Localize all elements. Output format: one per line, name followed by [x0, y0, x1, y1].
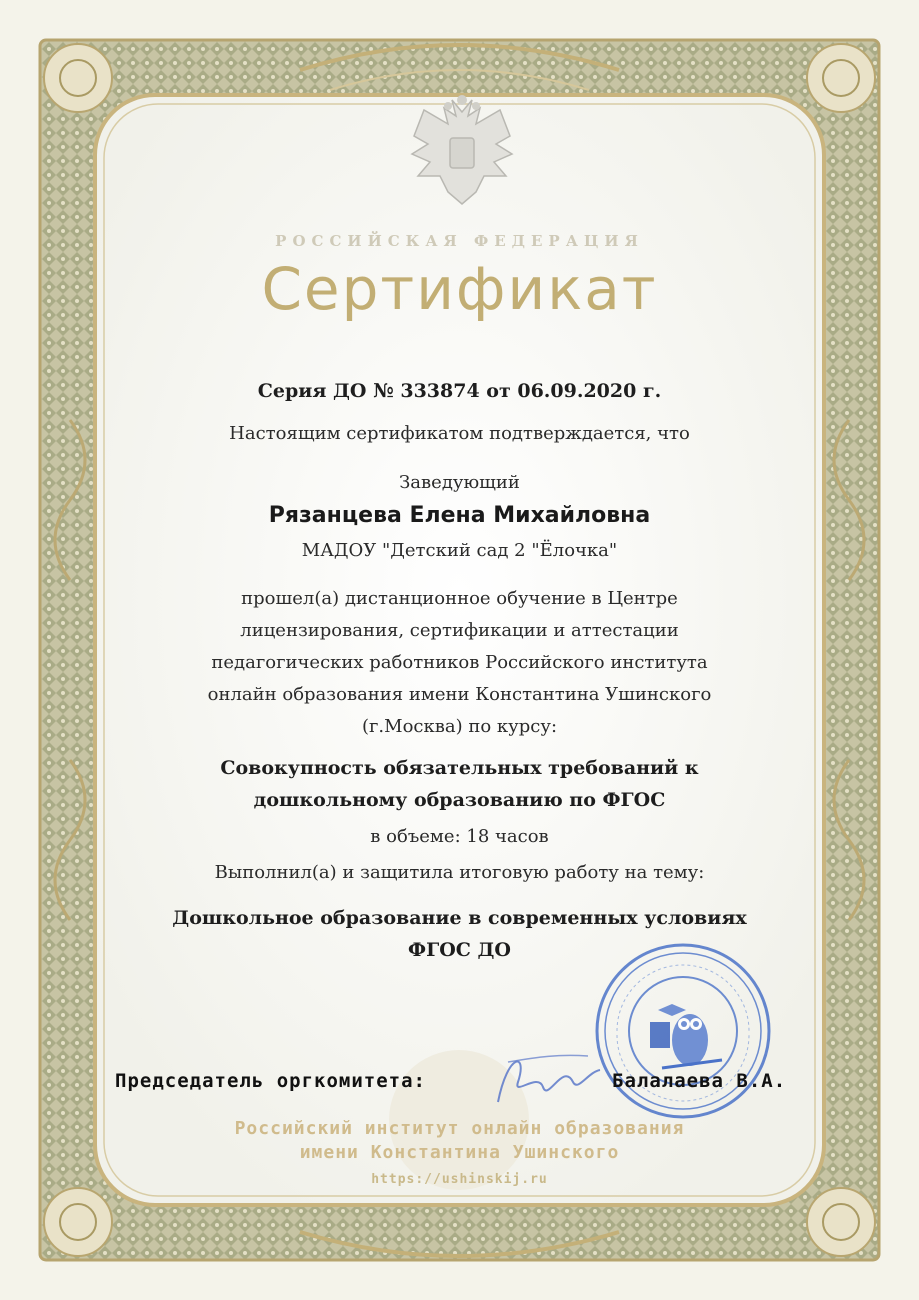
final-work-text: Выполнил(а) и защитила итоговую работу на тему: — [214, 862, 705, 883]
institute-line: Российский институт онлайн образования — [234, 1118, 685, 1139]
training-description — [0, 583, 919, 743]
training-line: педагогических работников Российского института — [211, 652, 708, 673]
institute-line: имени Константина Ушинского — [299, 1142, 620, 1163]
institute-name — [0, 1117, 919, 1165]
organization-text: МАДОУ "Детский сад 2 "Ёлочка" — [301, 540, 618, 561]
topic-line: ФГОС ДО — [408, 939, 511, 961]
training-line: прошел(а) дистанционное обучение в Центре — [241, 588, 678, 609]
course-line: дошкольному образованию по ФГОС — [253, 789, 666, 811]
training-line: онлайн образования имени Константина Ушинского — [207, 684, 712, 705]
coat-of-arms-emblem — [404, 92, 520, 210]
chair-name: Балалаева В.А. — [612, 1070, 787, 1092]
topic-title — [0, 902, 919, 966]
training-line: (г.Москва) по курсу: — [361, 716, 558, 737]
chair-label: Председатель оргкомитета: — [115, 1070, 426, 1092]
course-line: Совокупность обязательных требований к — [220, 757, 699, 779]
series-number: Серия ДО № 333874 от 06.09.2020 г. — [257, 380, 662, 402]
organization-stamp — [592, 940, 774, 1122]
recipient-name: Рязанцева Елена Михайловна — [268, 503, 651, 528]
confirm-text: Настоящим сертификатом подтверждается, что — [229, 423, 690, 444]
signature — [488, 1042, 608, 1122]
country-heading: РОССИЙСКАЯ ФЕДЕРАЦИЯ — [275, 232, 644, 250]
course-title — [0, 752, 919, 816]
volume-text: в объеме: 18 часов — [370, 826, 549, 847]
certificate-title: Сертификат — [261, 255, 658, 323]
position-text: Заведующий — [399, 472, 520, 493]
topic-line: Дошкольное образование в современных условиях — [172, 907, 747, 929]
training-line: лицензирования, сертификации и аттестации — [240, 620, 679, 641]
website-link[interactable]: https://ushinskij.ru — [371, 1172, 548, 1187]
